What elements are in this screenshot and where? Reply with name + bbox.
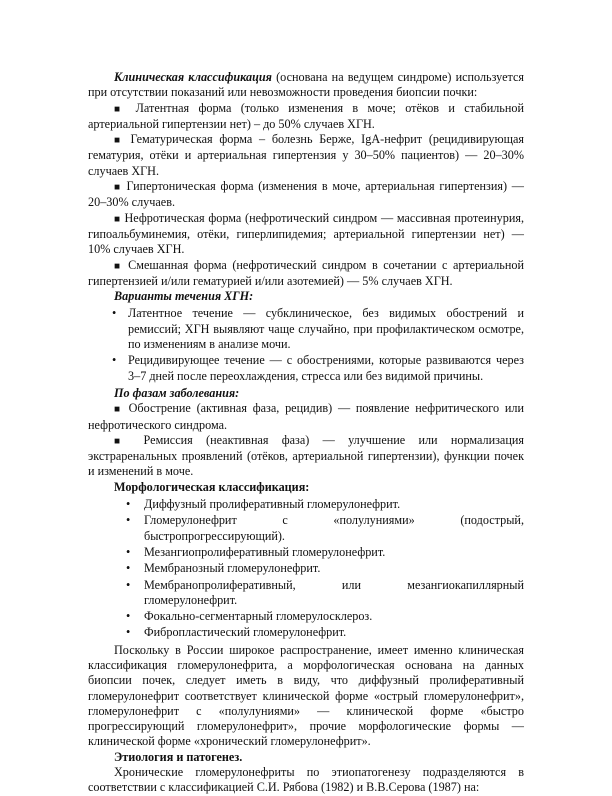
bullet-icon: •: [126, 544, 131, 559]
bullet-icon: •: [112, 353, 117, 368]
list-item: • Латентное течение — субклиническое, без видимых обострений и ремиссий; ХГН выявляют чаще случайно, при профилактическом осмотре, по изменениям в анализе мочи.: [112, 306, 524, 352]
phases-heading: По фазам заболевания:: [114, 385, 240, 400]
course-list: [88, 306, 524, 383]
square-bullet-icon: ■: [114, 135, 124, 147]
clinical-form-item: ■ Латентная форма (только изменения в моче; отёков и стабильной артериальной гипертензии нет) – до 50% случаев ХГН.: [88, 100, 525, 131]
bullet-icon: •: [126, 609, 131, 624]
square-bullet-icon: ■: [114, 435, 131, 447]
list-item: • Мембранопролиферативный, или мезангиокапиллярный гломерулонефрит.: [126, 577, 524, 607]
bullet-icon: •: [126, 625, 131, 640]
bullet-icon: •: [126, 561, 131, 576]
square-bullet-icon: ■: [114, 404, 123, 416]
square-bullet-icon: ■: [114, 103, 127, 115]
etiology-heading: Этиология и патогенез.: [114, 749, 243, 764]
list-item: • Мезангиопролиферативный гломерулонефрит.: [126, 544, 386, 559]
morph-heading: Морфологическая классификация:: [114, 479, 310, 494]
clinical-form-item: ■ Гематурическая форма – болезнь Берже, IgA-нефрит (рецидивирующая гематурия, отёки и артериальная гипертензия у 30–50% пациентов) — 20–30% случаев ХГН.: [88, 132, 524, 178]
bullet-icon: •: [126, 577, 131, 592]
clinical-form-item: ■ Нефротическая форма (нефротический синдром — массивная протеинурия, гипоальбуминемия, отёки, гиперлипидемия; артериальной гипертензии нет) — 10% случаев ХГН.: [88, 210, 524, 257]
list-item: • Фибропластический гломерулонефрит.: [126, 625, 347, 640]
phase-item: ■ Ремиссия (неактивная фаза) — улучшение или нормализация экстраренальных проявлений (отёков, артериальной гипертензии), функции почек и изменений в моче.: [88, 432, 524, 479]
phase-item: ■ Обострение (активная фаза, рецидив) — появление нефритического или нефротического синдрома.: [88, 401, 524, 432]
clinical-title: Клиническая классификация: [114, 70, 272, 84]
clinical-intro: [88, 70, 524, 101]
bullet-icon: •: [112, 306, 117, 321]
document-page: [88, 70, 524, 796]
square-bullet-icon: ■: [114, 182, 122, 194]
clinical-intro-text: (основана на ведущем синдроме) используется при отсутствии показаний или невозможности проведения биопсии почки:: [88, 70, 524, 100]
square-bullet-icon: ■: [114, 213, 121, 225]
list-item: • Гломерулонефрит с «полулуниями» (подострый, быстропрогрессирующий).: [126, 513, 524, 543]
etiology-paragraph: Хронические гломерулонефриты по этиопатогенезу подразделяются в соответствии с классификацией С.И. Рябова (1982) и В.В.Серова (1987) на:: [88, 765, 524, 795]
bullet-icon: •: [126, 497, 131, 512]
list-item: • Рецидивирующее течение — с обострениями, которые развиваются через 3–7 дней после переохлаждения, стресса или без видимой причины.: [112, 353, 524, 383]
clinical-form-item: ■ Гипертоническая форма (изменения в моче, артериальная гипертензия) — 20–30% случаев.: [88, 179, 524, 210]
list-item: • Диффузный пролиферативный гломерулонефрит.: [126, 497, 401, 512]
square-bullet-icon: ■: [114, 260, 123, 272]
correspondence-paragraph: Поскольку в России широкое распространение, имеет именно клиническая классификация гломерулонефрита, а морфологическая основана на данных биопсии почек, следует иметь в виду, что диффузный пролиферативный гломерулонефрит соответствует клинической форме «острый гломерулонефрит», гломерулонефрит с «полулуниями» — клинической форме «быстро прогрессирующий гломерулонефрит», прочие морфологические формы — клинической форме «хронический гломерулонефрит».: [88, 642, 524, 749]
course-heading: Варианты течения ХГН:: [114, 289, 254, 304]
list-item: • Мембранозный гломерулонефрит.: [126, 561, 321, 576]
morph-list: [88, 497, 524, 641]
list-item: • Фокально-сегментарный гломерулосклероз.: [126, 609, 373, 624]
clinical-form-item: ■ Смешанная форма (нефротический синдром в сочетании с артериальной гипертензией и/или гематурией и/или азотемией) — 5% случаев ХГН.: [88, 257, 525, 288]
clinical-forms: [88, 101, 524, 290]
bullet-icon: •: [126, 513, 131, 528]
